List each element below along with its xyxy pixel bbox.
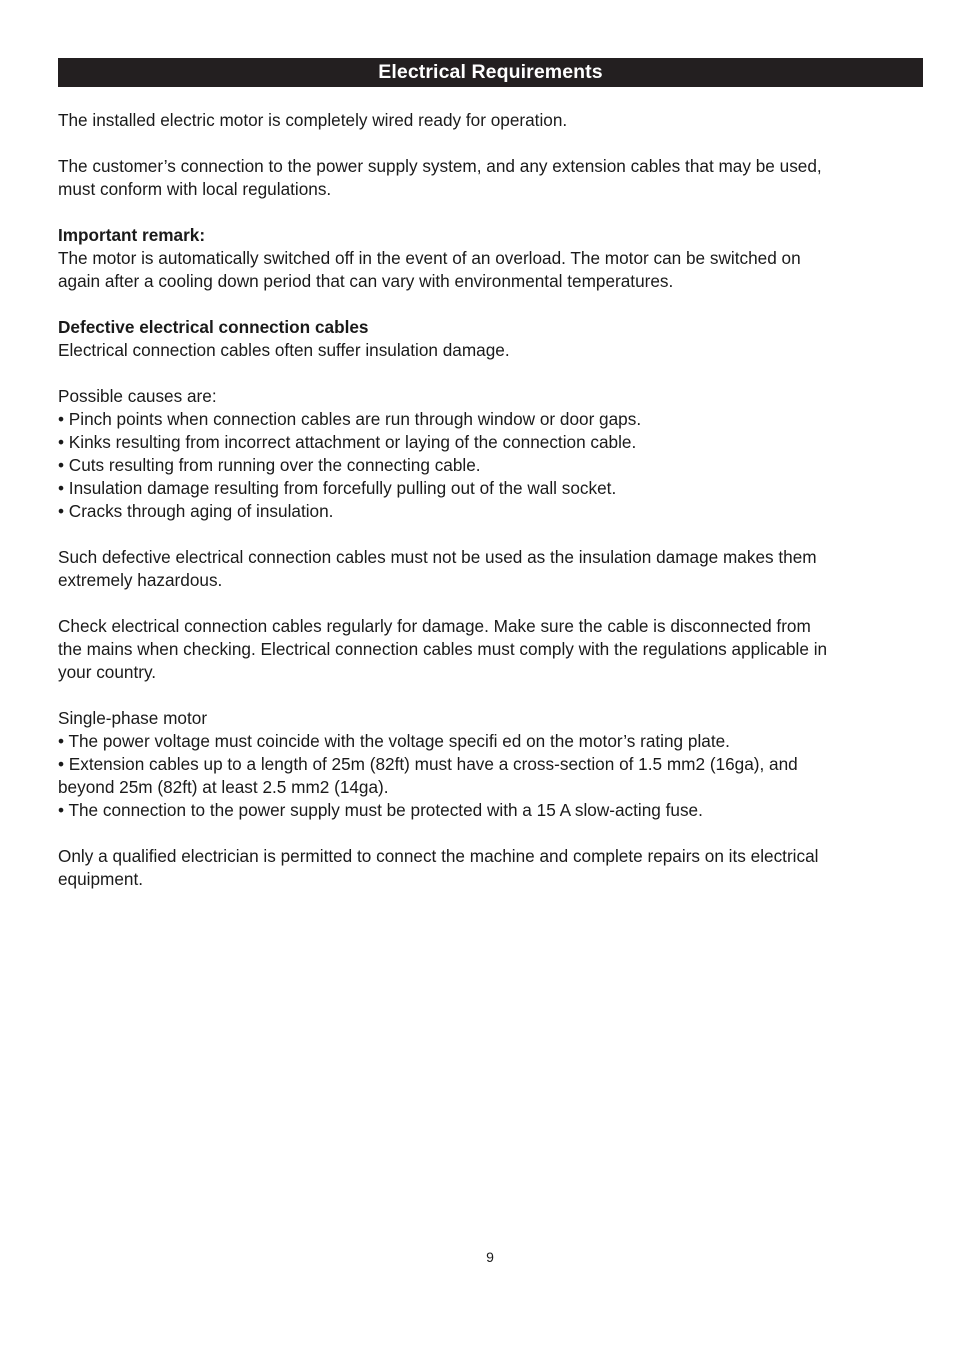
list-item: • Cracks through aging of insulation.	[58, 501, 334, 521]
section-title: Electrical Requirements	[58, 58, 923, 87]
connection-text-line-2: must conform with local regulations.	[58, 179, 332, 199]
connection-paragraph	[58, 155, 924, 201]
list-item: • Pinch points when connection cables are run through window or door gaps.	[58, 409, 642, 429]
single-phase-motor-section	[58, 707, 924, 822]
list-item: • The connection to the power supply must be protected with a 15 A slow-acting fuse.	[58, 800, 703, 820]
hazard-warning-line-1: Such defective electrical connection cables must not be used as the insulation damage makes them	[58, 547, 817, 567]
defective-cables-text: Electrical connection cables often suffer insulation damage.	[58, 340, 510, 360]
page-number: 9	[486, 1249, 494, 1265]
important-remark-line-1: The motor is automatically switched off in the event of an overload. The motor can be switched on	[58, 248, 801, 268]
list-item: • Insulation damage resulting from forcefully pulling out of the wall socket.	[58, 478, 617, 498]
intro-text: The installed electric motor is completely wired ready for operation.	[58, 110, 568, 130]
qualified-electrician-line-2: equipment.	[58, 869, 144, 889]
defective-cables-heading: Defective electrical connection cables	[58, 317, 369, 337]
important-remark-heading: Important remark:	[58, 225, 206, 245]
list-item: • Kinks resulting from incorrect attachment or laying of the connection cable.	[58, 432, 637, 452]
intro-paragraph	[58, 109, 924, 132]
connection-text-line-1: The customer’s connection to the power supply system, and any extension cables that may be used,	[58, 156, 822, 176]
list-item: • Extension cables up to a length of 25m (82ft) must have a cross-section of 1.5 mm2 (16ga), and	[58, 754, 798, 774]
important-remark-section	[58, 224, 924, 293]
check-cables-line-3: your country.	[58, 662, 157, 682]
check-cables-line-1: Check electrical connection cables regularly for damage. Make sure the cable is disconnected from	[58, 616, 811, 636]
list-item-continuation: beyond 25m (82ft) at least 2.5 mm2 (14ga).	[58, 777, 389, 797]
hazard-warning-paragraph	[58, 546, 924, 592]
document-body	[58, 109, 924, 914]
list-item: • The power voltage must coincide with the voltage specifi ed on the motor’s rating plate.	[58, 731, 730, 751]
single-phase-motor-heading: Single-phase motor	[58, 708, 208, 728]
list-item: • Cuts resulting from running over the connecting cable.	[58, 455, 481, 475]
defective-cables-section	[58, 316, 924, 362]
hazard-warning-line-2: extremely hazardous.	[58, 570, 223, 590]
possible-causes-section	[58, 385, 924, 523]
check-cables-line-2: the mains when checking. Electrical connection cables must comply with the regulations applicable in	[58, 639, 828, 659]
qualified-electrician-paragraph	[58, 845, 924, 891]
important-remark-line-2: again after a cooling down period that can vary with environmental temperatures.	[58, 271, 674, 291]
qualified-electrician-line-1: Only a qualified electrician is permitted to connect the machine and complete repairs on its electrical	[58, 846, 819, 866]
check-cables-paragraph	[58, 615, 924, 684]
possible-causes-intro: Possible causes are:	[58, 386, 217, 406]
